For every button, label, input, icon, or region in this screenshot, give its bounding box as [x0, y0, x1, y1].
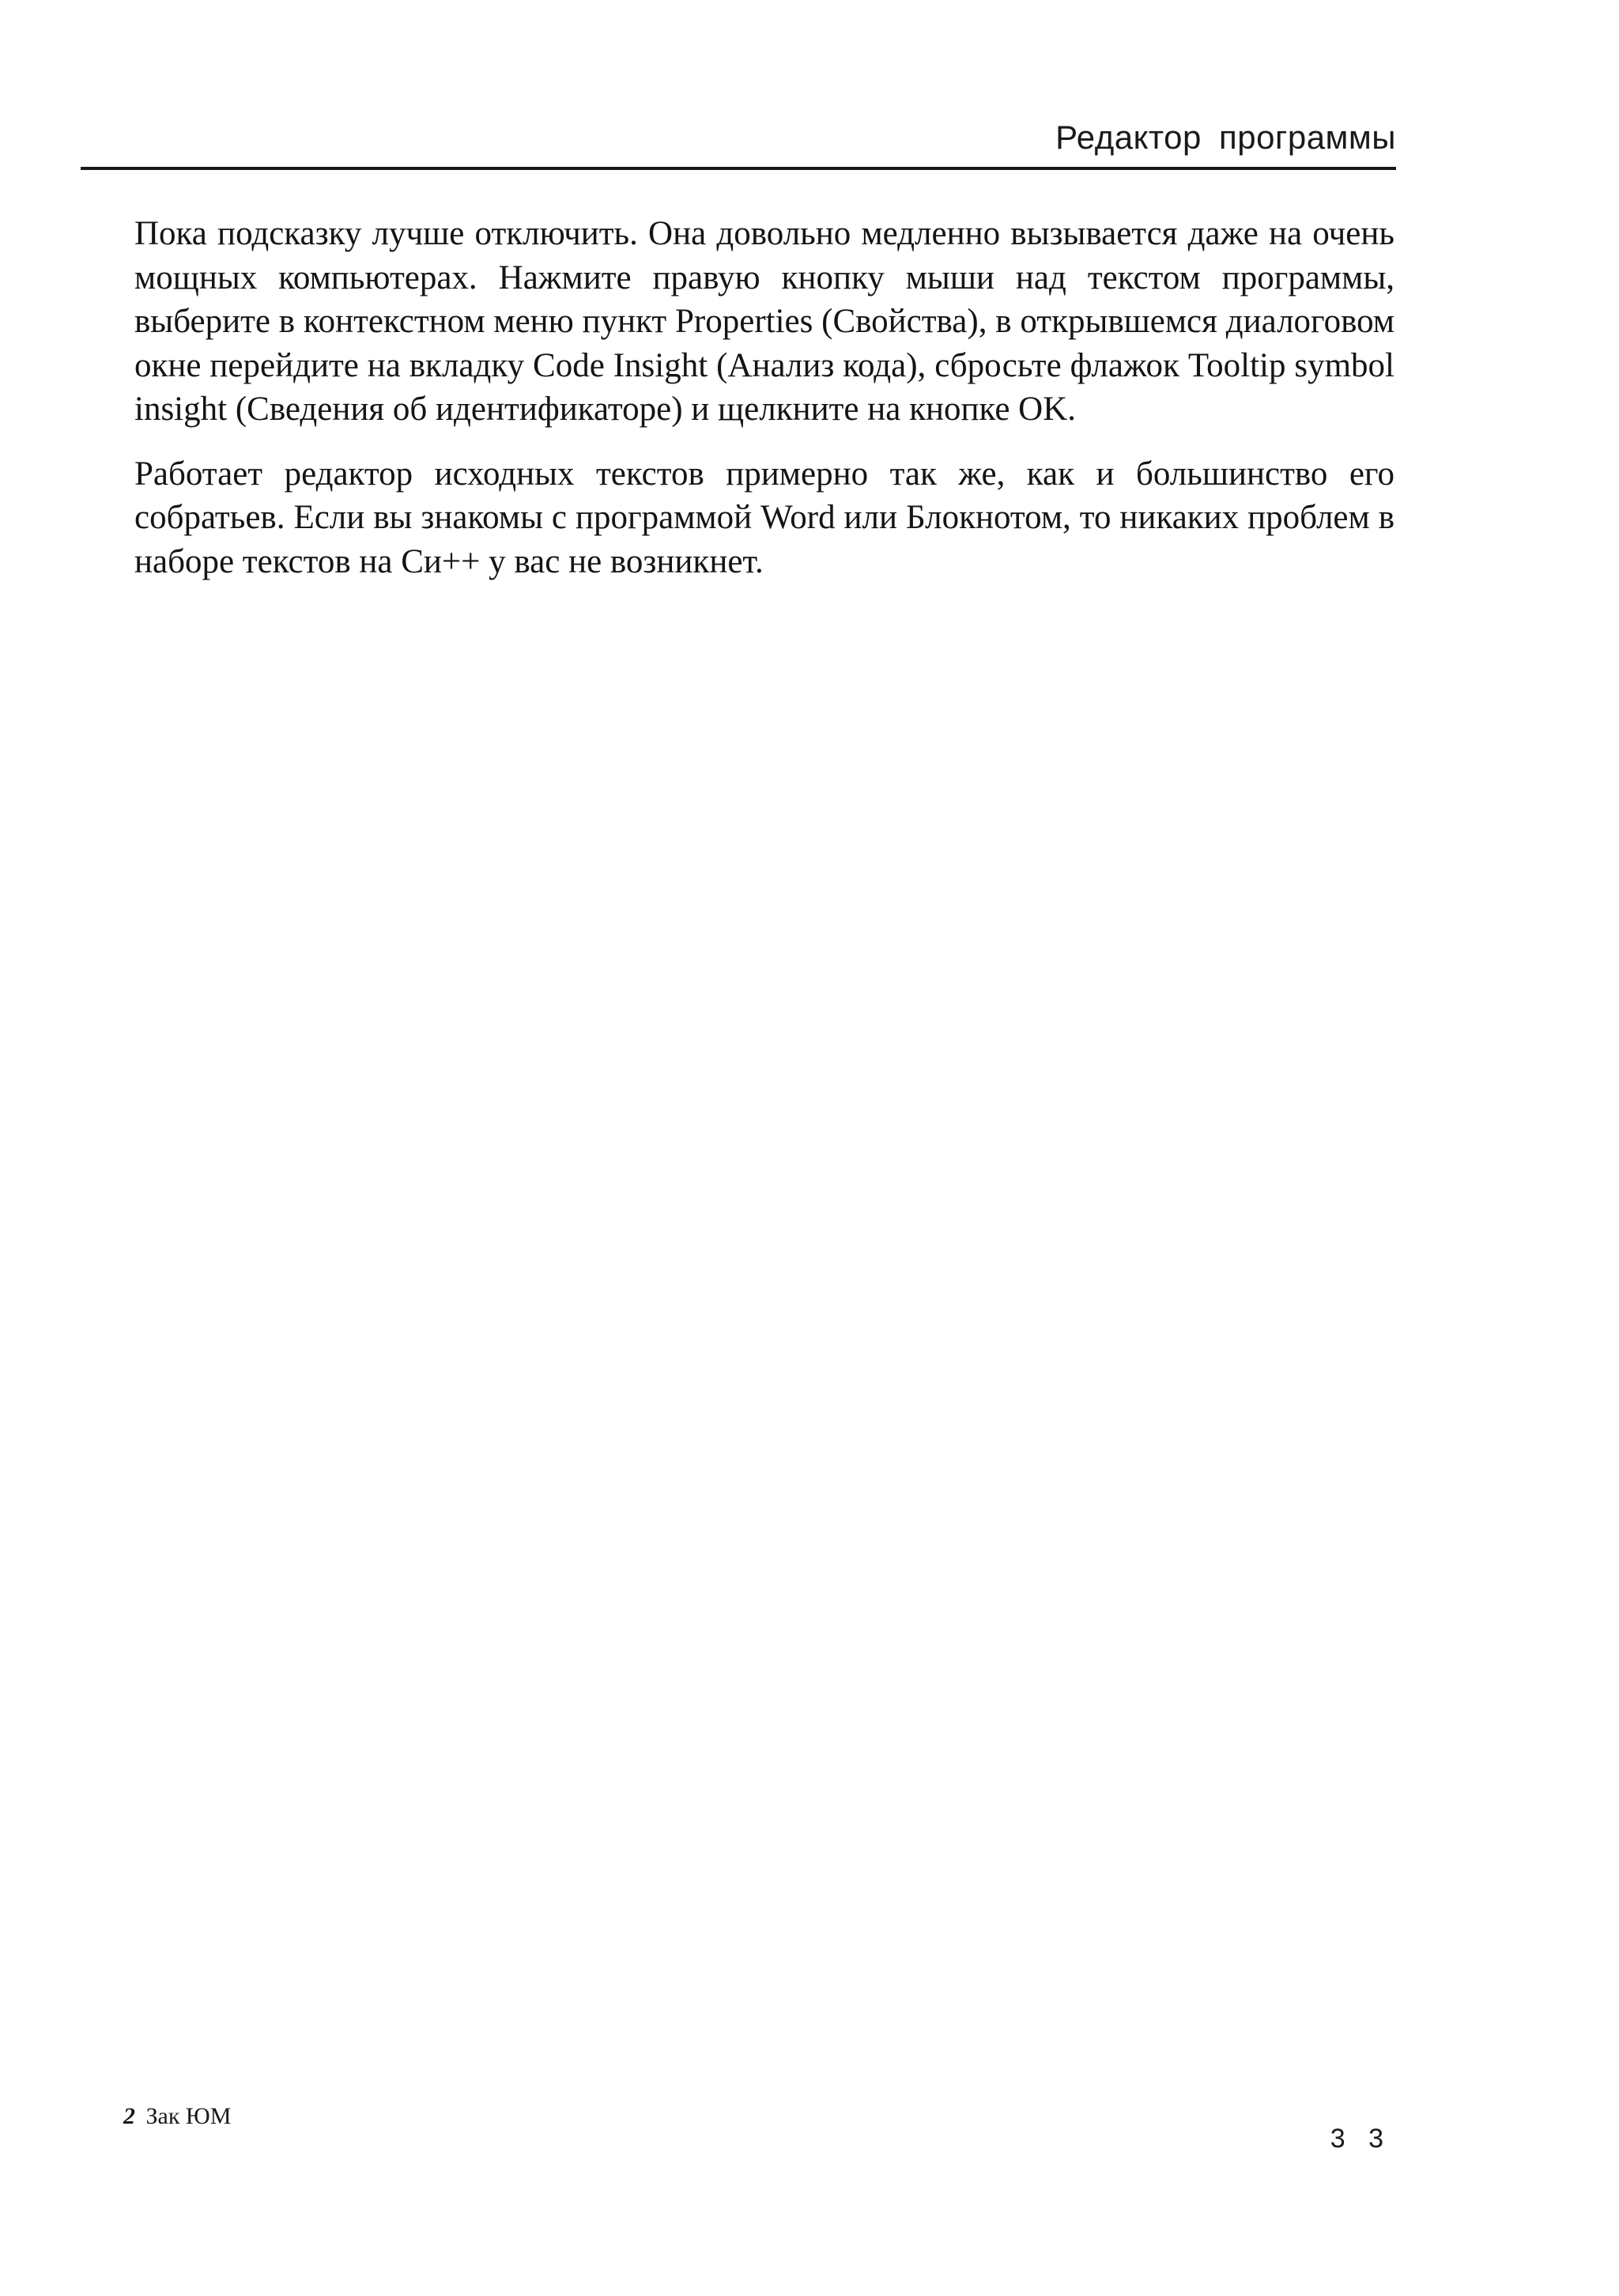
printer-signature	[123, 2103, 231, 2130]
paragraph-1: Пока подсказку лучше отключить. Она довольно медленно вызывается даже на очень мощных компьютерах. Нажмите правую кнопку мыши над текстом программы, выберите в контекстном меню пункт Properties (Свойства), в открывшемся диалоговом окне перейдите на вкладку Code Insight (Анализ кода), сбросьте флажок Tooltip symbol insight (Сведения об идентификаторе) и щелкните на кнопке OK.	[134, 215, 1394, 428]
paragraph-2: Работает редактор исходных текстов примерно так же, как и большинство его собратьев. Если вы знакомы с программой Word или Блокнотом, то никаких проблем в наборе текстов на Си++ у вас не возникнет.	[134, 455, 1394, 580]
header-rule	[81, 167, 1396, 170]
running-head-title: Редактор программы	[1055, 119, 1396, 156]
page-number: 3 3	[1330, 2124, 1391, 2154]
signature-number: 2	[123, 2103, 135, 2129]
signature-text: Зак ЮМ	[145, 2103, 232, 2129]
body-text	[134, 212, 1394, 604]
